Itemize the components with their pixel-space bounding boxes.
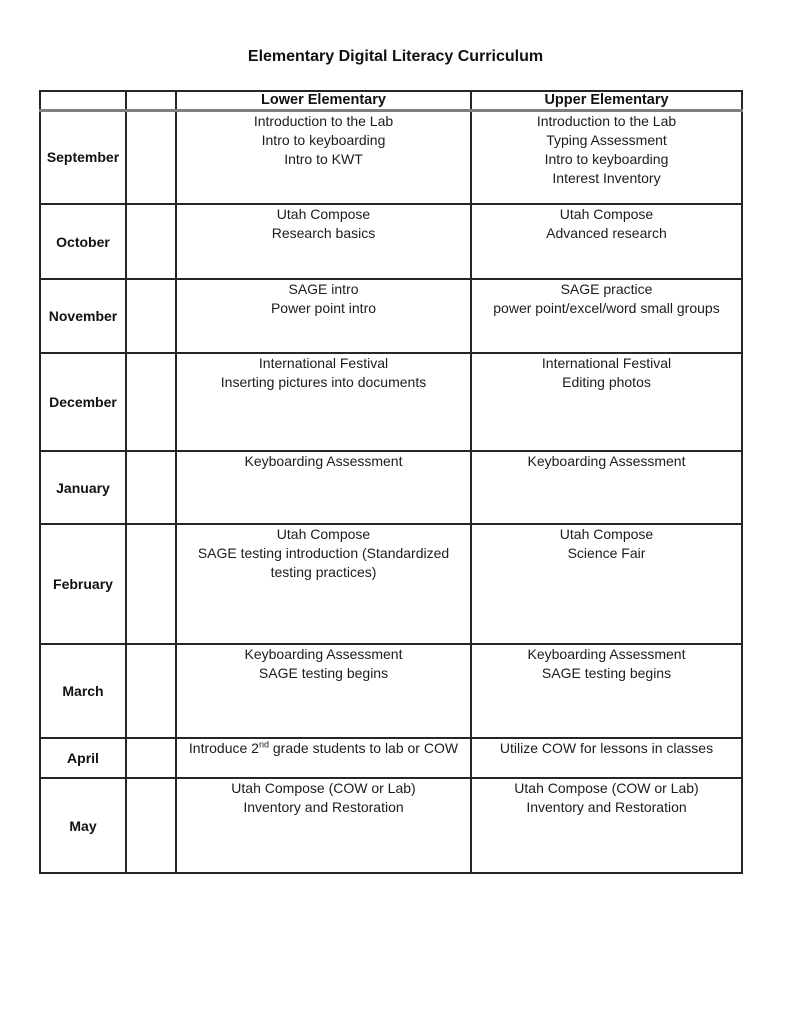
cell-line: Keyboarding Assessment [527,453,686,469]
cell-line: Typing Assessment [546,131,667,148]
cell-line: power point/excel/word small groups [493,300,720,316]
cell-line: Introduction to the Lab [536,112,677,129]
empty-cell [126,644,176,738]
cell-line: Inventory and Restoration [526,799,687,815]
cell-line: Intro to keyboarding [544,150,669,167]
cell-line: International Festival [258,355,389,371]
cell-line: Science Fair [567,545,646,561]
cell-line: Utah Compose (COW or Lab) [514,780,699,796]
cell-line: Editing photos [562,374,651,390]
cell-line: Utah Compose (COW or Lab) [231,780,416,796]
page-title: Elementary Digital Literacy Curriculum [247,48,544,65]
table-row-february [40,524,742,644]
cell-line: SAGE testing introduction (Standardized testing practices) [197,545,450,580]
superscript-text: nd [258,739,269,750]
lower-elementary-cell [176,778,471,873]
month-label: April [40,738,126,778]
cell-line: Inserting pictures into documents [220,374,427,390]
lower-elementary-cell [176,204,471,279]
empty-cell [126,279,176,353]
month-label: November [40,279,126,353]
lower-elementary-cell [176,524,471,644]
empty-cell [126,451,176,524]
header-month-cell [40,91,126,110]
upper-elementary-cell [471,738,742,778]
table-header-row [40,91,742,110]
cell-line: Intro to keyboarding [261,131,386,148]
cell-line: SAGE intro [288,281,359,297]
cell-line: SAGE testing begins [541,665,672,681]
cell-line: Interest Inventory [552,169,661,186]
cell-line: International Festival [541,355,672,371]
cell-line: Utah Compose [559,206,654,222]
month-label: March [40,644,126,738]
cell-line: Introduce 2nd grade students to lab or COW [188,739,459,756]
cell-line: Power point intro [270,300,377,316]
month-label: January [40,451,126,524]
table-row-november [40,279,742,353]
lower-elementary-cell [176,110,471,204]
cell-line: Utah Compose [559,526,654,542]
cell-line: Advanced research [546,225,667,241]
upper-elementary-cell [471,644,742,738]
table-row-march [40,644,742,738]
cell-line: Keyboarding Assessment [244,646,403,662]
empty-cell [126,738,176,778]
lower-elementary-cell [176,279,471,353]
month-label: February [40,524,126,644]
curriculum-table [39,90,743,874]
table-row-september [40,110,742,204]
cell-line: Keyboarding Assessment [527,646,686,662]
empty-cell [126,204,176,279]
cell-line: Keyboarding Assessment [244,453,403,469]
upper-elementary-cell [471,451,742,524]
cell-line: Utah Compose [276,206,371,222]
upper-elementary-cell [471,353,742,451]
cell-line: Introduction to the Lab [253,112,394,129]
cell-line: Utilize COW for lessons in classes [499,740,714,756]
header-lower-elementary: Lower Elementary [176,91,471,110]
empty-cell [126,778,176,873]
header-empty-cell [126,91,176,110]
empty-cell [126,110,176,204]
empty-cell [126,353,176,451]
cell-line: Inventory and Restoration [243,799,404,815]
header-upper-elementary: Upper Elementary [471,91,742,110]
month-label: May [40,778,126,873]
lower-elementary-cell [176,353,471,451]
upper-elementary-cell [471,778,742,873]
month-label: December [40,353,126,451]
cell-line: Utah Compose [276,526,371,542]
month-label: September [40,110,126,204]
table-row-december [40,353,742,451]
cell-line: Intro to KWT [284,150,363,167]
table-row-may [40,778,742,873]
lower-elementary-cell [176,738,471,778]
cell-line: SAGE practice [560,281,653,297]
table-row-april [40,738,742,778]
upper-elementary-cell [471,204,742,279]
month-label: October [40,204,126,279]
empty-cell [126,524,176,644]
upper-elementary-cell [471,110,742,204]
table-row-january [40,451,742,524]
cell-line: Research basics [271,225,376,241]
lower-elementary-cell [176,451,471,524]
cell-line: SAGE testing begins [258,665,389,681]
upper-elementary-cell [471,524,742,644]
lower-elementary-cell [176,644,471,738]
upper-elementary-cell [471,279,742,353]
curriculum-table-body [40,110,742,873]
table-row-october [40,204,742,279]
